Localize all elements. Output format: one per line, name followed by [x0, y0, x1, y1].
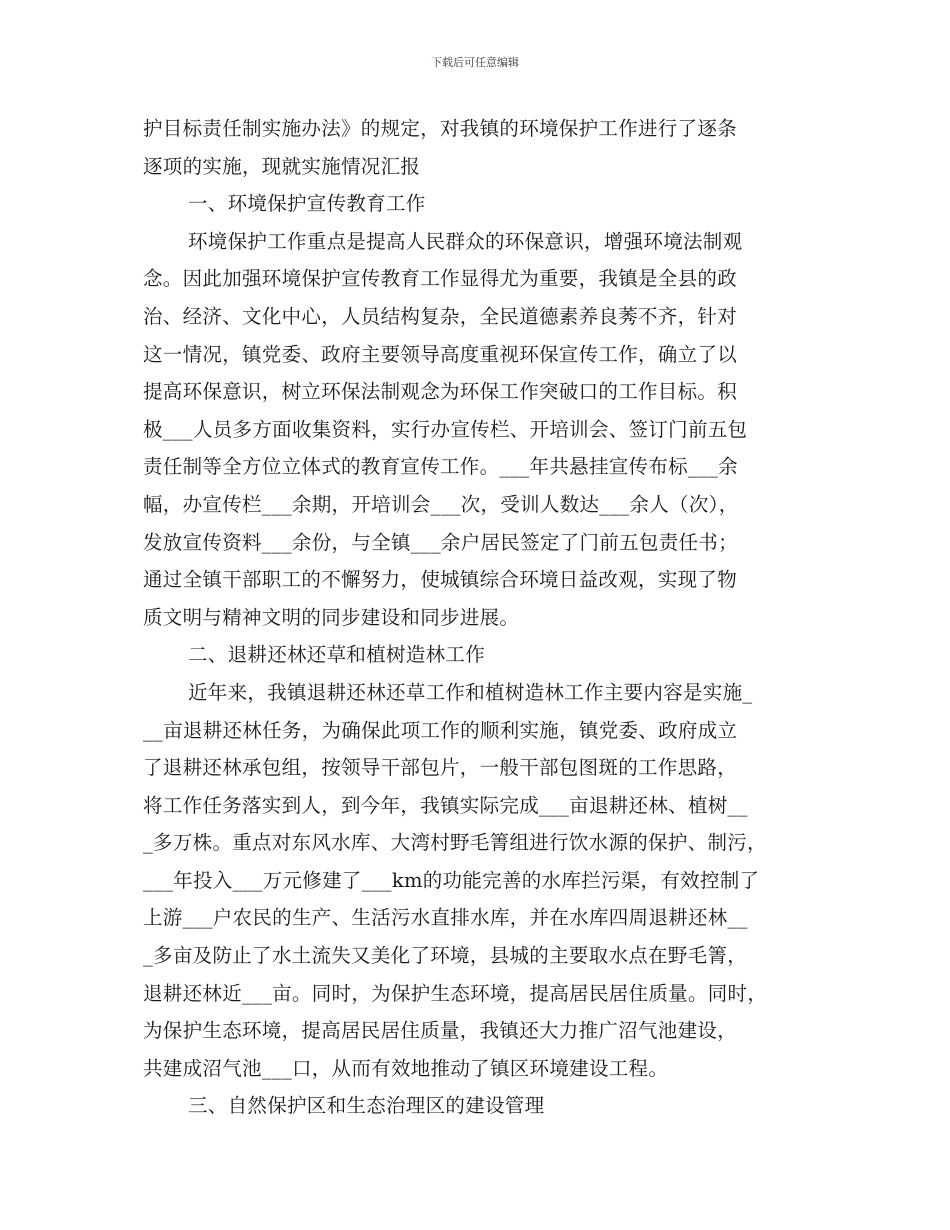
text-line: 发放宣传资料___余份，与全镇___余户居民签定了门前五包责任书；	[143, 530, 738, 554]
text-line: 上游___户农民的生产、生活污水直排水库，并在水库四周退耕还林__	[143, 906, 748, 930]
text-line: 通过全镇干部职工的不懈努力，使城镇综合环境日益改观，实现了物	[143, 568, 738, 592]
text-line: 近年来，我镇退耕还林还草工作和植树造林工作主要内容是实施_	[188, 680, 753, 704]
text-line: 责任制等全方位立体式的教育宣传工作。___年共悬挂宣传布标___余	[143, 455, 738, 479]
text-line: 念。因此加强环境保护宣传教育工作显得尤为重要，我镇是全县的政	[143, 267, 738, 291]
text-line: 幅，办宣传栏___余期，开培训会___次，受训人数达___余人（次），	[143, 492, 739, 516]
text-line: 将工作任务落实到人，到今年，我镇实际完成___亩退耕还林、植树__	[143, 793, 748, 817]
text-line: 退耕还林近___亩。同时，为保护生态环境，提高居民居住质量。同时，	[143, 981, 768, 1005]
text-line: _多亩及防止了水土流失又美化了环境，县城的主要取水点在野毛箐，	[143, 944, 748, 968]
text-line: 三、自然保护区和生态治理区的建设管理	[188, 1094, 545, 1118]
text-line: ___年投入___万元修建了___km的功能完善的水库拦污渠，有效控制了	[143, 868, 760, 892]
text-line: __亩退耕还林任务，为确保此项工作的顺利实施，镇党委、政府成立	[143, 718, 738, 742]
page-header: 下载后可任意编辑	[431, 56, 519, 69]
text-line: 极___人员多方面收集资料，实行办宣传栏、开培训会、签订门前五包	[143, 417, 748, 441]
text-line: _多万株。重点对东风水库、大湾村野毛箐组进行饮水源的保护、制污，	[143, 831, 767, 855]
text-line: 环境保护工作重点是提高人民群众的环保意识，增强环境法制观	[188, 229, 743, 253]
document-body	[143, 110, 823, 1125]
text-line: 为保护生态环境，提高居民居住质量，我镇还大力推广沼气池建设，	[143, 1019, 738, 1043]
text-line: 二、退耕还林还草和植树造林工作	[188, 643, 486, 667]
text-line: 一、环境保护宣传教育工作	[188, 192, 426, 216]
text-line: 逐项的实施，现就实施情况汇报	[143, 154, 421, 178]
text-line: 提高环保意识，树立环保法制观念为环保工作突破口的工作目标。积	[143, 380, 738, 404]
text-line: 共建成沼气池___口，从而有效地推动了镇区环境建设工程。	[143, 1056, 669, 1080]
text-line: 了退耕还林承包组，按领导干部包片，一般干部包图斑的工作思路，	[143, 756, 738, 780]
text-line: 治、经济、文化中心，人员结构复杂，全民道德素养良莠不齐，针对	[143, 304, 738, 328]
text-line: 质文明与精神文明的同步建设和同步进展。	[143, 605, 520, 629]
text-line: 这一情况，镇党委、政府主要领导高度重视环保宣传工作，确立了以	[143, 342, 738, 366]
text-line: 护目标责任制实施办法》的规定，对我镇的环境保护工作进行了逐条	[143, 117, 738, 140]
